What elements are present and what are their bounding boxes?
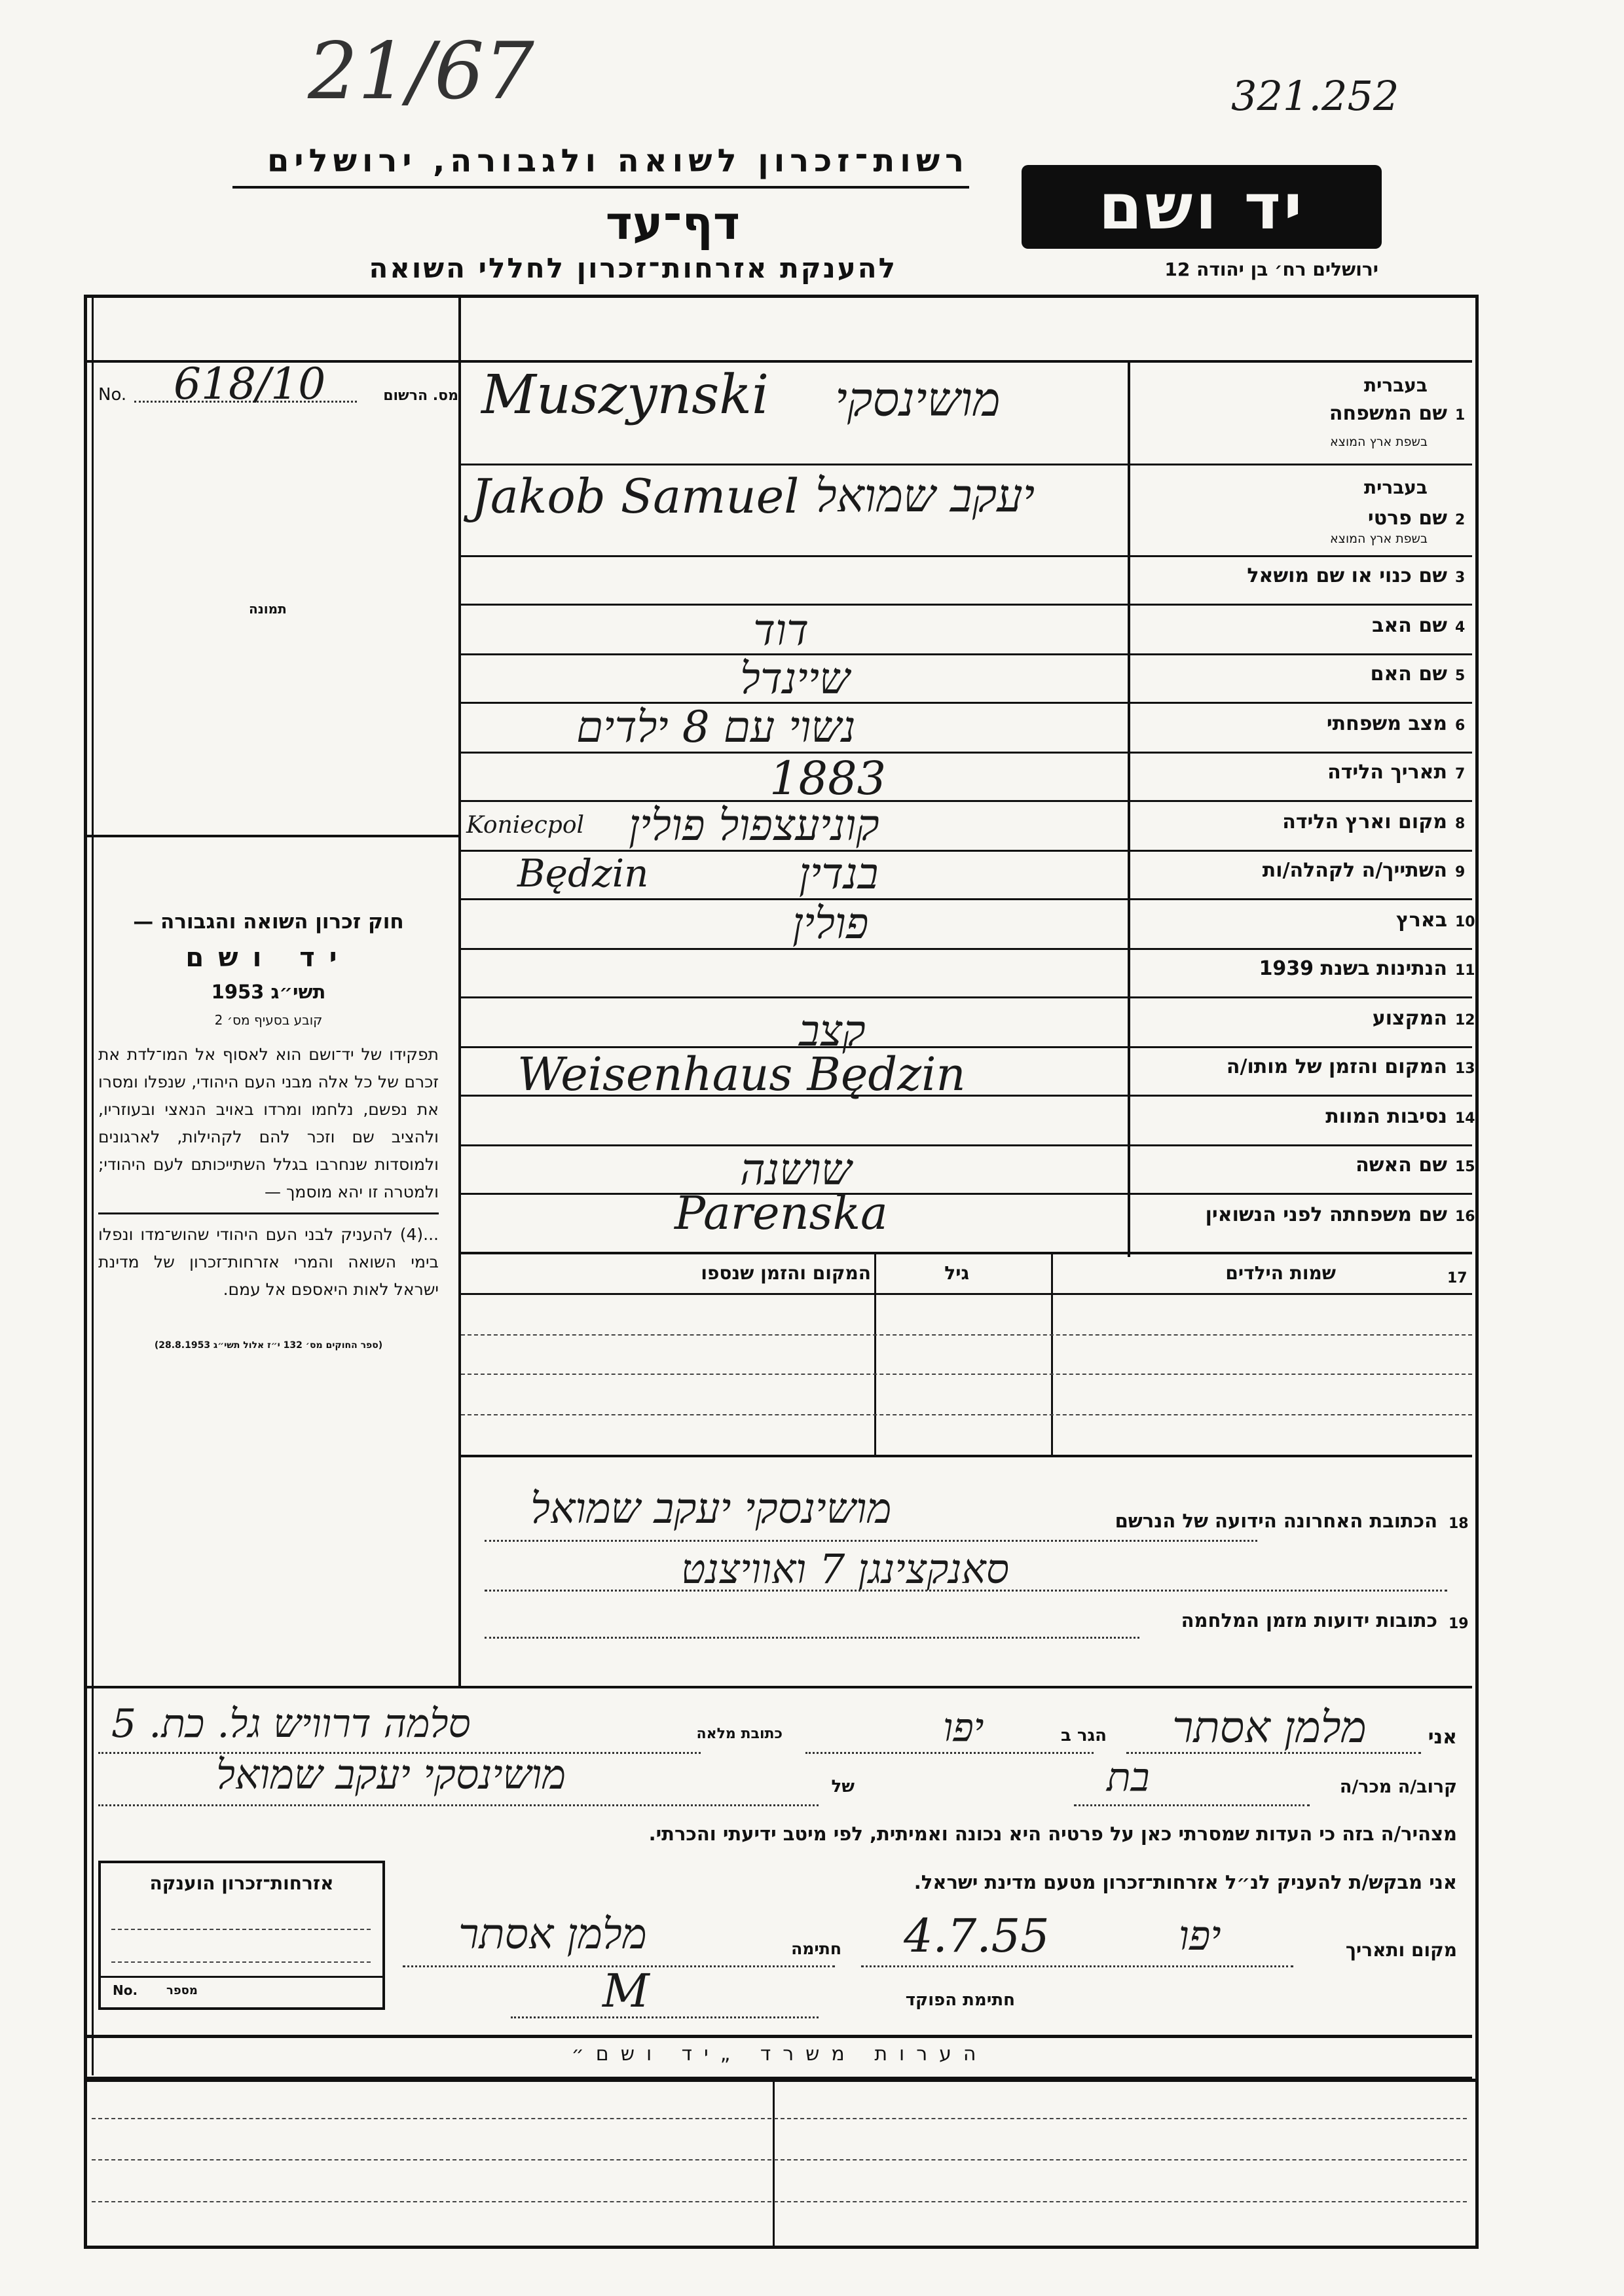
- last-address-dots: [485, 1540, 1257, 1542]
- relation-label: קרוב/ה מכר/ה: [1339, 1777, 1457, 1797]
- field-number: 18: [1449, 1516, 1469, 1532]
- frame-left-double: [92, 295, 94, 2075]
- children-header-rule: [461, 1293, 1472, 1295]
- last-address-label: הכתובת האחרונה הידועה של הנרשם: [1115, 1510, 1437, 1532]
- children-col-rule: [1051, 1254, 1053, 1455]
- field-number: 3: [1455, 570, 1466, 586]
- citizenship-box-divider: [101, 1976, 382, 1978]
- field-label-wife-name: שם האשה: [1356, 1154, 1447, 1176]
- form-subtitle: להענקת אזרחות־זכרון לחללי השואה: [369, 252, 897, 284]
- field-label-first-name: שם פרטי: [1367, 507, 1447, 530]
- field-value-wife-name: שושנה: [740, 1144, 852, 1195]
- authority-line: רשות־זכרון לשואה ולגבורה, ירושלים: [267, 143, 969, 179]
- citizenship-box-no: No.: [113, 1982, 138, 1998]
- photo-box-bottom: [87, 835, 458, 837]
- signature-value: מלמן אסתר: [458, 1910, 647, 1959]
- citizenship-box-line: [111, 1961, 371, 1963]
- date-value: 4.7.55: [904, 1909, 1050, 1963]
- row-rule: [461, 800, 1472, 802]
- place-date-label: מקום ותאריך: [1345, 1939, 1457, 1961]
- law-citation: (ספר החוקים מס׳ 132 י״ז אלול תשי״ג 28.8.1953): [154, 1340, 383, 1351]
- declarant-name-value: מלמן אסתר: [1172, 1702, 1367, 1753]
- place-value: יפו: [1179, 1912, 1221, 1959]
- field-label-marital-status: מצב משפחתי: [1326, 712, 1447, 735]
- row-rule: [461, 948, 1472, 950]
- law-section: קובע בסעיף מס׳ 2: [214, 1012, 323, 1028]
- law-name: יד ושם: [185, 943, 352, 973]
- field-value-surname: מושינסקי: [835, 372, 1001, 427]
- law-title: חוק זכרון השואה והגבורה —: [133, 910, 404, 934]
- field-sublabel-origin: בשפת ארץ המוצא: [1329, 532, 1428, 546]
- field-sublabel-hebrew: בעברית: [1363, 374, 1428, 396]
- yad-vashem-logo: [1022, 165, 1382, 249]
- field-number: 19: [1449, 1616, 1469, 1632]
- field-value-father: דוד: [753, 605, 809, 655]
- field-number: 15: [1455, 1159, 1475, 1175]
- residing-label: הגר ב: [1060, 1726, 1107, 1745]
- last-address-value-1: מושינסקי יעקב שמואל: [530, 1485, 892, 1533]
- residing-value: יפו: [943, 1705, 984, 1751]
- law-divider: [98, 1212, 439, 1214]
- children-row-line: [461, 1334, 1472, 1336]
- field-number: 5: [1455, 668, 1466, 684]
- of-label: של: [831, 1777, 855, 1796]
- last-address-value-2: סאנקצינגן 7 ואוויצנט: [681, 1545, 1010, 1593]
- field-label-birth-date: תאריך הלידה: [1327, 761, 1447, 784]
- field-value-birth-place-latin: Koniecpol: [466, 812, 584, 839]
- officer-signature-dots: [511, 2016, 819, 2018]
- registration-no-value: 618/10: [174, 359, 326, 409]
- field-label-father: שם האב: [1372, 614, 1447, 637]
- wartime-address-label: כתובות ידועות מזמן המלחמה: [1181, 1609, 1437, 1631]
- field-value-profession: קצב: [799, 1006, 866, 1056]
- officer-signature-label: חתימת הפוקד: [905, 1990, 1015, 2010]
- children-row-line: [461, 1374, 1472, 1375]
- law-paragraph-2: ...(4) להעניק לבני העם היהודי שהוש־מדו ונפלו בימי השואה והמרי אזרחות־זכרון של מדינת ישראל לאות היאספם אל עמם.: [98, 1225, 439, 1299]
- field-number: 10: [1455, 914, 1475, 930]
- wartime-address-dots: [485, 1637, 1139, 1639]
- field-value-death-place-latin: Weisenhaus Będzin: [517, 1048, 966, 1101]
- divider-left-column: [458, 295, 461, 1686]
- row-rule: [461, 898, 1472, 900]
- remarks-frame: [84, 2035, 1479, 2249]
- form-title: דף־עד: [605, 196, 740, 250]
- children-col-names: שמות הילדים: [1225, 1262, 1336, 1284]
- row-rule: [461, 464, 1472, 465]
- citizenship-box-title: אזרחות־זכרון הוענקה: [149, 1872, 334, 1894]
- archive-number: 321.252: [1231, 72, 1399, 120]
- field-number: 2: [1455, 512, 1466, 528]
- law-year: תשי״ג 1953: [211, 981, 326, 1003]
- remarks-title: הערות משרד „יד ושם״: [571, 2043, 988, 2066]
- field-value-community-latin: Będzin: [517, 851, 649, 896]
- declaration-ani: אני: [1428, 1726, 1457, 1749]
- of-value: מושינסקי יעקב שמואל: [216, 1751, 566, 1798]
- address-line: ירושלים רח׳ בן יהודה 12: [1164, 259, 1378, 280]
- field-value-first-name-latin: Jakob Samuel: [471, 469, 800, 524]
- residing-dots: [805, 1752, 1094, 1754]
- field-value-mother: שיינדל: [740, 653, 850, 704]
- row-rule: [461, 1252, 1472, 1254]
- field-number: 4: [1455, 619, 1466, 636]
- field-number: 14: [1455, 1110, 1475, 1127]
- field-value-country: פולין: [792, 898, 869, 949]
- officer-signature-value: M: [602, 1964, 650, 2018]
- field-label-community: השתייך/ה לקהלה/ות: [1262, 859, 1447, 882]
- field-value-wife-maiden-latin: Parenska: [674, 1186, 888, 1240]
- field-value-first-name: יעקב שמואל: [815, 469, 1035, 522]
- field-number: 11: [1455, 962, 1475, 979]
- registration-no-prefix: No.: [98, 385, 127, 405]
- field-number: 8: [1455, 816, 1466, 832]
- field-number: 6: [1455, 718, 1466, 734]
- field-number: 1: [1455, 407, 1466, 424]
- field-value-marital-status: נשוי עם 8 ילדים: [576, 702, 856, 752]
- row-rule: [461, 653, 1472, 655]
- field-value-birth-date: 1883: [769, 752, 887, 805]
- field-number: 12: [1455, 1012, 1475, 1029]
- children-col-age: גיל: [944, 1262, 969, 1284]
- addresses-bottom-rule: [87, 1686, 1472, 1688]
- field-value-birth-place: קוניעצפול פולין: [629, 800, 879, 850]
- children-col-place: המקום והזמן שנספו: [701, 1262, 871, 1284]
- field-label-wife-maiden-name: שם משפחתה לפני הנשואין: [1205, 1203, 1447, 1226]
- place-date-dots: [861, 1965, 1293, 1967]
- field-number: 17: [1447, 1270, 1467, 1286]
- top-scribble: 21/67: [308, 26, 534, 117]
- row-rule: [461, 996, 1472, 998]
- law-paragraph-1: תפקידו של יד־ושם הוא לאסוף אל המו־לדת את זכרם של כל אלה מבני העם היהודי, שנפלו ומסרו את נפשם, נלחמו ומרדו באויב הנאצי ובעוזריו, ולהציב שם וזכר להם לקהילות, לארגונים ולמוסדות שנחרבו בגלל השתייכותם לעם היהודי; ולמטרה זו יהא מוסמך —: [98, 1045, 439, 1201]
- citizenship-box-line: [111, 1929, 371, 1930]
- field-label-birth-place: מקום וארץ הלידה: [1282, 811, 1447, 833]
- signature-label: חתימה: [791, 1939, 841, 1958]
- children-table-bottom: [461, 1455, 1472, 1457]
- address-label: כתובת מלאה: [696, 1726, 783, 1742]
- field-label-death-place-time: המקום והזמן של מותו/ה: [1226, 1055, 1447, 1078]
- declaration-request: אני מבקש/ת להעניק לנ״ל אזרחות־זכרון מטעם מדינת ישראל.: [913, 1871, 1457, 1893]
- row-rule: [461, 1144, 1472, 1146]
- children-row-line: [461, 1414, 1472, 1415]
- field-sublabel-hebrew: בעברית: [1363, 477, 1428, 498]
- row-rule: [461, 604, 1472, 606]
- field-label-country: בארץ: [1395, 909, 1447, 932]
- field-value-surname-latin: Muszynski: [481, 364, 769, 426]
- registration-no-label: מס. הרשום: [383, 388, 458, 404]
- field-label-profession: המקצוע: [1372, 1007, 1447, 1030]
- field-label-mother: שם האם: [1370, 663, 1447, 685]
- last-address-dots: [485, 1590, 1447, 1592]
- relation-value: בת: [1107, 1755, 1150, 1800]
- field-sublabel-origin: בשפת ארץ המוצא: [1329, 435, 1428, 449]
- relation-dots: [1074, 1804, 1310, 1806]
- children-col-rule: [874, 1254, 876, 1455]
- law-text-block: [98, 910, 439, 1351]
- field-label-death-circumstances: נסיבות המוות: [1325, 1105, 1447, 1128]
- divider-label-column: [1128, 360, 1130, 1257]
- field-number: 16: [1455, 1209, 1475, 1225]
- field-label-nationality-1939: הנתינות בשנת 1939: [1259, 957, 1447, 980]
- field-number: 9: [1455, 864, 1466, 881]
- row-rule: [461, 1193, 1472, 1195]
- citizenship-granted-box: [98, 1861, 385, 2010]
- address-value: סלמה דרוויש גל. כת. 5: [111, 1701, 471, 1747]
- photo-label: תמונה: [249, 601, 287, 617]
- field-label-nickname: שם כנוי או שם מושאל: [1247, 564, 1447, 587]
- field-number: 7: [1455, 766, 1466, 782]
- logo-text: יד ושם: [1098, 170, 1305, 244]
- of-dots: [98, 1804, 819, 1806]
- field-label-surname: שם המשפחה: [1329, 402, 1447, 425]
- row-rule: [461, 555, 1472, 557]
- citizenship-box-number-label: מספר: [166, 1984, 198, 1997]
- authority-underline: [232, 186, 969, 189]
- declaration-statement: מצהיר/ה בזה כי העדות שמסרתי כאן על פרטיה היא נכונה ואמיתית, לפי מיטב ידיעתי והכרתי.: [648, 1823, 1457, 1845]
- field-value-community: בנדין: [799, 848, 879, 899]
- field-number: 13: [1455, 1061, 1475, 1077]
